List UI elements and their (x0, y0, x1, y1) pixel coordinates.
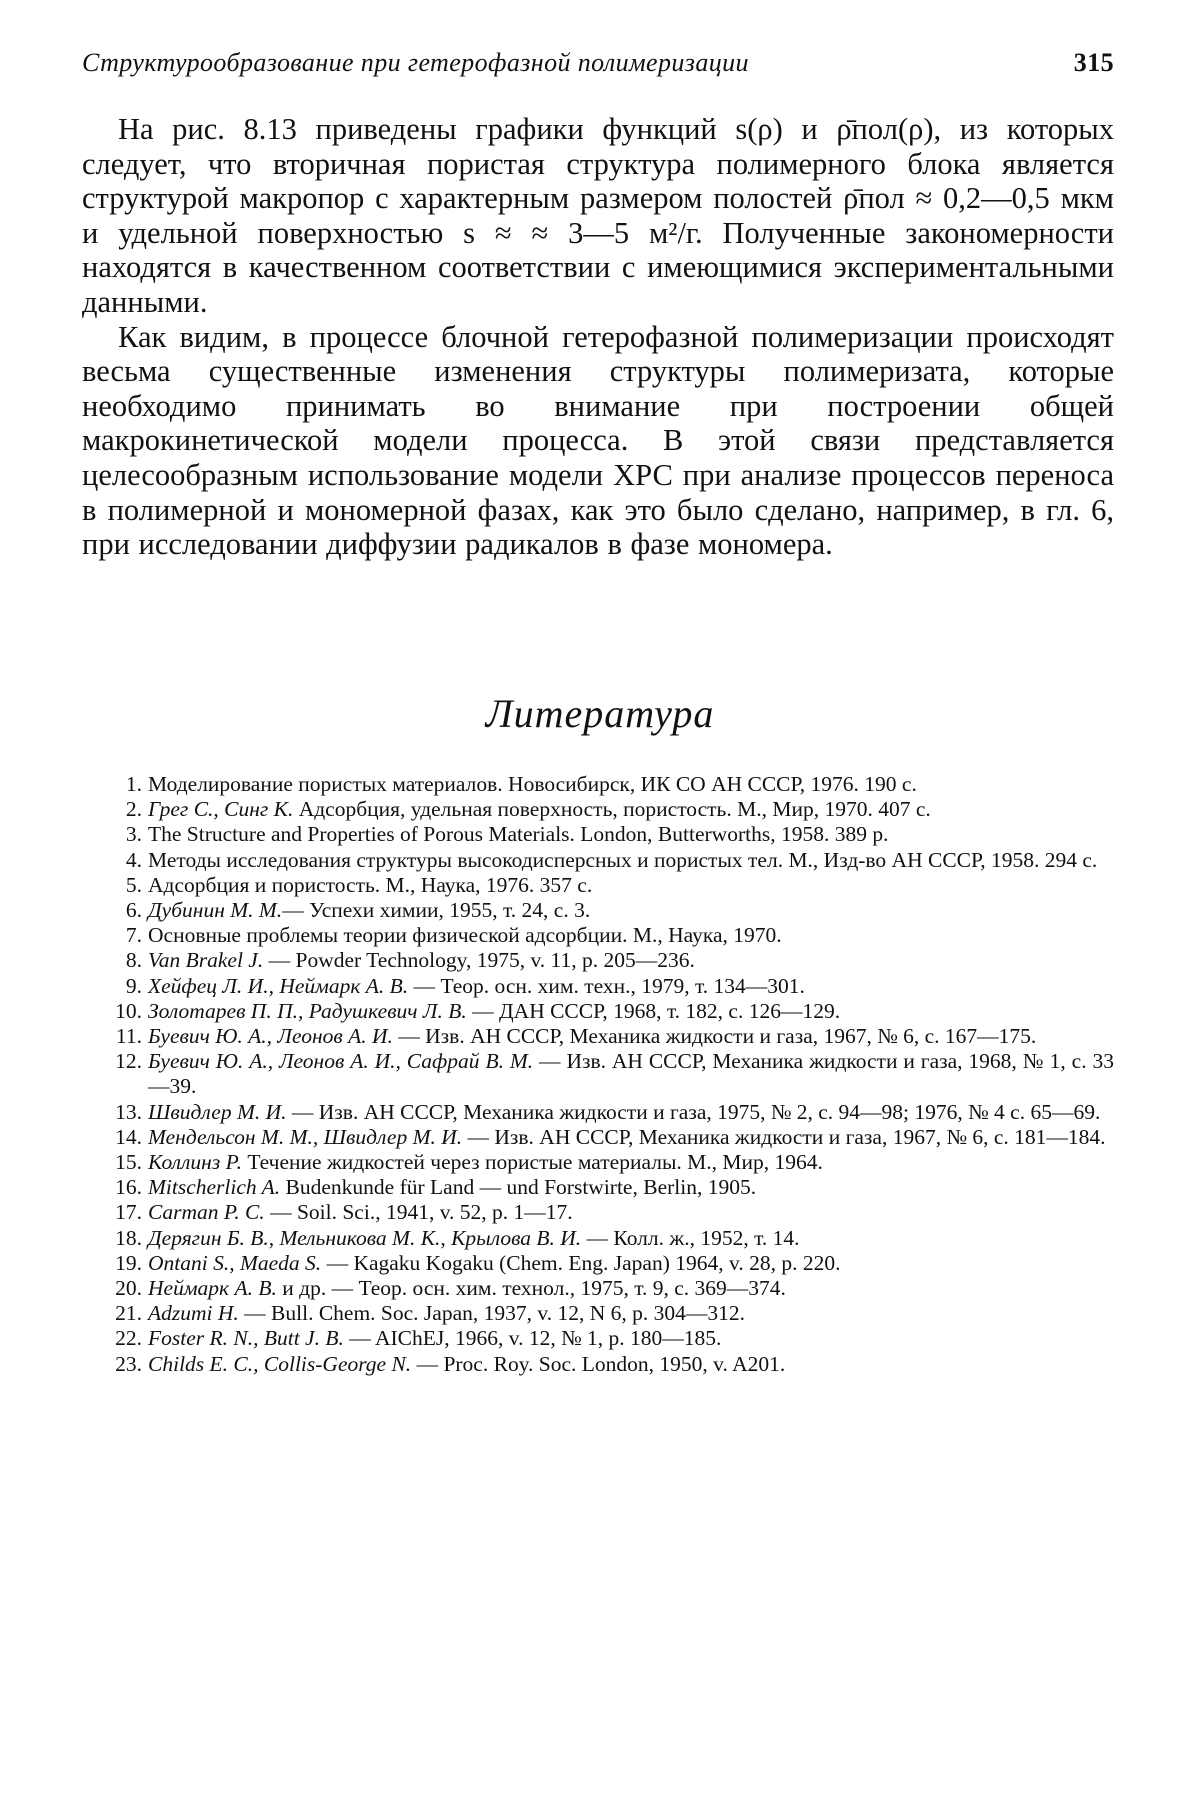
reference-item (98, 923, 1114, 948)
reference-number: 14. (115, 1124, 142, 1149)
reference-text: The Structure and Properties of Porous Materials. London, Butterworths, 1958. 389 p. (148, 822, 889, 847)
reference-number: 11. (115, 1024, 142, 1049)
reference-text: — Изв. АН СССР, Механика жидкости и газа, 1967, № 6, с. 167—175. (392, 1024, 1037, 1049)
reference-item (98, 1251, 1114, 1276)
reference-text: — Изв. АН СССР, Механика жидкости и газа, 1968, № 1, с. 33—39. (148, 1049, 1114, 1099)
reference-authors: Грег С., Синг К. (148, 797, 294, 822)
reference-text: — Успехи химии, 1955, т. 24, с. 3. (282, 898, 591, 923)
reference-number: 4. (125, 847, 142, 872)
reference-number: 3. (125, 822, 142, 847)
reference-number: 21. (115, 1301, 142, 1326)
reference-authors: Золотарев П. П., Радушкевич Л. В. (148, 998, 467, 1023)
reference-item (98, 1049, 1114, 1099)
reference-item (98, 848, 1114, 873)
reference-number: 19. (115, 1250, 142, 1275)
paragraph: Как видим, в процессе блочной гетерофазной полимеризации происходят весьма существенные изменения структуры полимеризата, которые необходимо принимать во внимание при построении общей макрокинетической модели процесса. В этой связи представляется целесообразным использование модели ХРС при анализе процессов переноса в полимерной и мономерной фазах, как это было сделано, например, в гл. 6, при исследовании диффузии радикалов в фазе мономера. (82, 319, 1114, 562)
reference-text: — Soil. Sci., 1941, v. 52, p. 1—17. (264, 1200, 573, 1225)
reference-authors: Adzumi H. (148, 1301, 239, 1326)
reference-text: Budenkunde für Land — und Forstwirte, Berlin, 1905. (280, 1175, 757, 1200)
reference-item (98, 1150, 1114, 1175)
reference-number: 22. (115, 1326, 142, 1351)
reference-item (98, 1175, 1114, 1200)
reference-item (98, 822, 1114, 847)
reference-item (98, 1301, 1114, 1326)
reference-item (98, 999, 1114, 1024)
reference-item (98, 1326, 1114, 1351)
reference-authors: Буевич Ю. А., Леонов А. И. (148, 1024, 393, 1049)
reference-authors: Коллинз Р. (148, 1150, 242, 1175)
reference-number: 8. (125, 948, 142, 973)
running-head (82, 48, 1114, 78)
reference-text: Адсорбция и пористость. М., Наука, 1976. 357 с. (148, 872, 593, 897)
reference-authors: Van Brakel J. (148, 948, 264, 973)
reference-text: и др. — Теор. осн. хим. технол., 1975, т. 9, с. 369—374. (276, 1276, 786, 1301)
running-title: Структурообразование при гетерофазной полимеризации (82, 48, 749, 77)
reference-authors: Foster R. N., Butt J. B. (148, 1326, 344, 1351)
reference-item (98, 1352, 1114, 1377)
reference-authors: Неймарк А. В. (148, 1276, 277, 1301)
reference-text: Течение жидкостей через пористые материалы. М., Мир, 1964. (241, 1150, 823, 1175)
reference-item (98, 898, 1114, 923)
reference-item (98, 772, 1114, 797)
reference-text: — ДАН СССР, 1968, т. 182, с. 126—129. (466, 998, 841, 1023)
reference-number: 13. (115, 1099, 142, 1124)
paragraph: На рис. 8.13 приведены графики функций s(ρ) и ρ̄пол(ρ), из которых следует, что вторичная пористая структура полимерного блока является структурой макропор с характерным размером полостей ρ̄пол ≈ 0,2—0,5 мкм и удельной поверхностью s ≈ ≈ 3—5 м²/г. Полученные закономерности находятся в качественном соответствии с имеющимися экспериментальными данными. (82, 112, 1114, 319)
reference-number: 20. (115, 1276, 142, 1301)
literature-heading: Литература (485, 691, 715, 736)
reference-item (98, 948, 1114, 973)
reference-item (98, 974, 1114, 999)
reference-authors: Дерягин Б. В., Мельникова М. К., Крылова В. И. (148, 1225, 582, 1250)
reference-item (98, 1200, 1114, 1225)
reference-text: — Kagaku Kogaku (Chem. Eng. Japan) 1964, v. 28, p. 220. (321, 1250, 841, 1275)
reference-number: 10. (115, 998, 142, 1023)
reference-item (98, 873, 1114, 898)
reference-item (98, 1226, 1114, 1251)
reference-text: Методы исследования структуры высокодисперсных и пористых тел. М., Изд-во АН СССР, 1958. 294 с. (148, 847, 1098, 872)
reference-item (98, 1276, 1114, 1301)
reference-authors: Carman P. C. (148, 1200, 265, 1225)
reference-number: 16. (115, 1175, 142, 1200)
reference-list (98, 772, 1114, 1377)
reference-number: 2. (125, 797, 142, 822)
reference-text: Адсорбция, удельная поверхность, пористость. М., Мир, 1970. 407 с. (293, 797, 931, 822)
reference-number: 6. (125, 898, 142, 923)
reference-authors: Мендельсон М. М., Швидлер М. И. (148, 1124, 463, 1149)
reference-number: 9. (125, 973, 142, 998)
reference-item (98, 1125, 1114, 1150)
reference-number: 15. (115, 1150, 142, 1175)
body-text (82, 112, 1114, 562)
reference-item (98, 1024, 1114, 1049)
reference-text: — Powder Technology, 1975, v. 11, p. 205—236. (263, 948, 695, 973)
reference-text: — Теор. осн. хим. техн., 1979, т. 134—301. (408, 973, 805, 998)
reference-text: Моделирование пористых материалов. Новосибирск, ИК СО АН СССР, 1976. 190 с. (148, 772, 917, 796)
reference-authors: Childs E. C., Collis-George N. (148, 1351, 412, 1376)
page-number: 315 (1073, 48, 1114, 77)
reference-number: 5. (125, 872, 142, 897)
reference-number: 7. (125, 923, 142, 948)
reference-number: 12. (115, 1049, 142, 1074)
reference-text: — AIChEJ, 1966, v. 12, № 1, p. 180—185. (343, 1326, 722, 1351)
reference-text: — Изв. АН СССР, Механика жидкости и газа, 1967, № 6, с. 181—184. (462, 1124, 1106, 1149)
reference-authors: Ontani S., Maeda S. (148, 1250, 322, 1275)
reference-text: Основные проблемы теории физической адсорбции. М., Наука, 1970. (148, 923, 782, 948)
reference-text: — Колл. ж., 1952, т. 14. (581, 1225, 800, 1250)
reference-number: 18. (115, 1225, 142, 1250)
reference-number: 1. (125, 772, 142, 796)
reference-text: — Изв. АН СССР, Механика жидкости и газа, 1975, № 2, с. 94—98; 1976, № 4 с. 65—69. (286, 1099, 1101, 1124)
reference-number: 23. (115, 1351, 142, 1376)
reference-authors: Дубинин М. М. (148, 898, 283, 923)
reference-number: 17. (115, 1200, 142, 1225)
reference-item (98, 797, 1114, 822)
reference-authors: Швидлер М. И. (148, 1099, 287, 1124)
reference-text: — Proc. Roy. Soc. London, 1950, v. A201. (411, 1351, 786, 1376)
reference-authors: Mitscherlich A. (148, 1175, 281, 1200)
reference-authors: Хейфец Л. И., Неймарк А. В. (148, 973, 409, 998)
reference-authors: Буевич Ю. А., Леонов А. И., Сафрай В. М. (148, 1049, 534, 1074)
reference-text: — Bull. Chem. Soc. Japan, 1937, v. 12, N 6, p. 304—312. (238, 1301, 746, 1326)
reference-item (98, 1100, 1114, 1125)
